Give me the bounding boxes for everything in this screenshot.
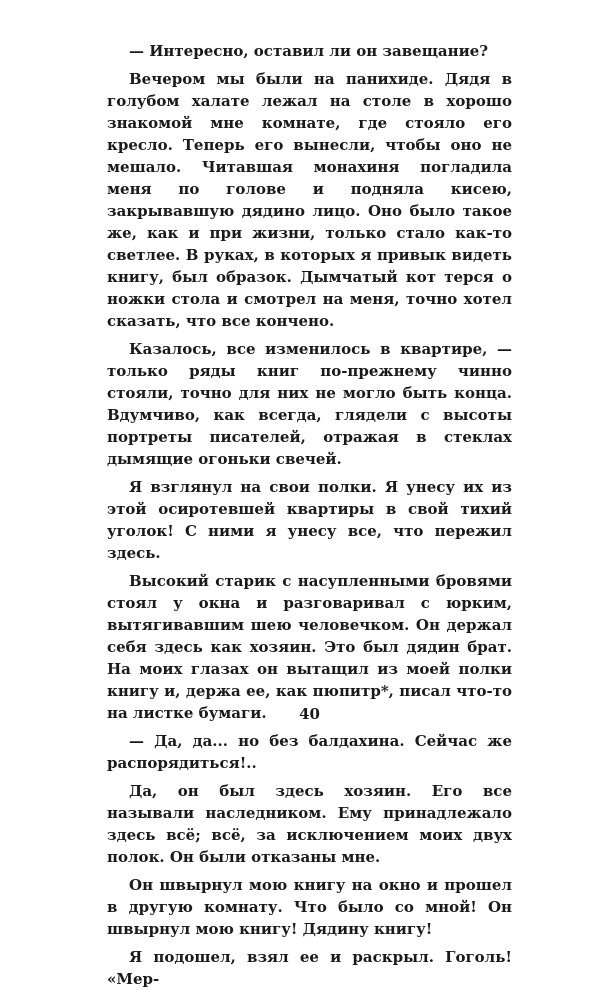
paragraph: Я взглянул на свои полки. Я унесу их из этой осиротевшей квартиры в свой тихий уголок! С ними я унесу все, что пережил здесь. <box>107 478 512 562</box>
paragraph: Да, он был здесь хозяин. Его все называли наследником. Ему принадлежало здесь всё; всё, за исключением моих двух полок. Он были отказаны мне. <box>107 782 512 866</box>
paragraph: Вечером мы были на панихиде. Дядя в голубом халате лежал на столе в хорошо знакомой мне комнате, где стояло его кресло. Теперь его вынесли, чтобы оно не мешало. Читавшая монахиня погладила меня по голове и подняла кисею, закрывавшую дядино лицо. Оно было такое же, как и при жизни, только стало как-то светлее. В руках, в которых я привык видеть книгу, был образок. Дымчатый кот терся о ножки стола и смотрел на меня, точно хотел сказать, что все кончено. <box>107 70 512 330</box>
paragraph: — Да, да... но без балдахина. Сейчас же распорядиться!.. <box>107 732 512 772</box>
page-text <box>107 40 512 990</box>
book-page <box>107 40 512 988</box>
page-number: 40 <box>299 705 320 723</box>
paragraph: Казалось, все изменилось в квартире, — только ряды книг по-прежнему чинно стояли, точно для них не могло быть конца. Вдумчиво, как всегда, глядели с высоты портреты писателей, отражая в стеклах дымящие огоньки свечей. <box>107 340 512 468</box>
paragraph: — Интересно, оставил ли он завещание? <box>129 42 489 60</box>
paragraph: Высокий старик с насупленными бровями стоял у окна и разговаривал с юрким, вытягивавшим шею человечком. Он держал себя здесь как хозяин. Это был дядин брат. На моих глазах он вытащил из моей полки книгу и, держа ее, как пюпитр*, писал что-то на листке бумаги. <box>107 572 512 722</box>
paragraph: Он швырнул мою книгу на окно и прошел в другую комнату. Что было со мной! Он швырнул мою книгу! Дядину книгу! <box>107 876 512 938</box>
paragraph: Я подошел, взял ее и раскрыл. Гоголь! «Мер- <box>107 948 512 988</box>
